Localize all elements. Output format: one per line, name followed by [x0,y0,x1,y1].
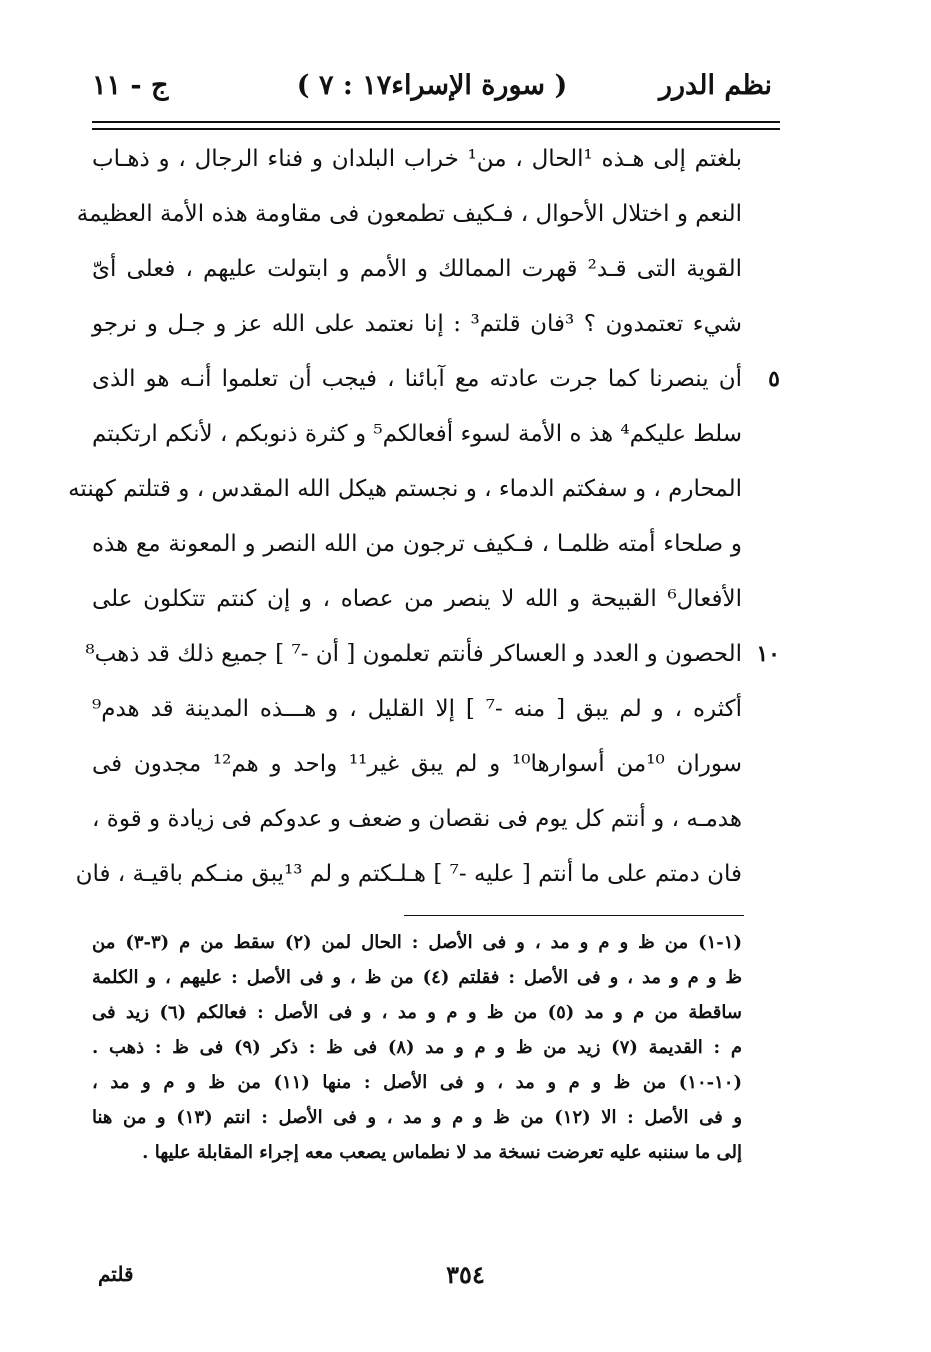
text-line: فان دمتم على ما أنتم [ عليه -⁷ ] هـلـكتم و لم ¹³يبق منـكم باقيـة ، فان [75,861,742,887]
text-line-with-number [85,627,780,682]
text-line-content: الحصون و العدد و العساكر فأنتم تعلمون [ أن -⁷ ] جميع ذلك قد ذهب⁸ [85,641,742,667]
footnote-line: (١٠-١٠) من ظ و م و مد ، و فى الأصل : منها (١١) من ظ و م و مد ، [92,1072,742,1093]
surah-reference: ( سورة الإسراء١٧ : ٧ ) [296,70,568,101]
book-title: نظم الدرر [658,70,772,101]
footnote-line: إلى ما سننبه عليه تعرضت نسخة مد لا نطماس يصعب معه إجراء المقابلة عليها . [142,1142,742,1163]
footnote-line: م : القديمة (٧) زيد من ظ و م و مد (٨) فى ظ : ذكر (٩) فى ظ : ذهب . [92,1037,742,1058]
text-line: سوران ¹⁰من أسوارها¹⁰ و لم يبق غير¹¹ واحد و هم¹² مجدون فى [92,751,742,777]
volume-number: ج - ١١ [92,70,169,101]
running-header [92,62,772,112]
text-line: شيء تعتمدون ؟ ³فان قلتم³ : إنا نعتمد على الله عز و جـل و نرجو [92,311,743,337]
line-number-5: ٥ [768,366,780,392]
footnote-separator [404,915,744,916]
header-double-rule [92,121,780,130]
text-line: المحارم ، و سفكتم الدماء ، و نجستم هيكل الله المقدس ، و قتلتم كهنته [68,476,742,502]
text-line: هدمـه ، و أنتم كل يوم فى نقصان و ضعف و عدوكم فى زيادة و قوة ، [92,806,742,832]
text-line: الأفعال⁶ القبيحة و الله لا ينصر من عصاه ، و إن كنتم تتكلون على [92,586,742,612]
main-text [68,132,780,902]
text-line: سلط عليكم⁴ هذ ه الأمة لسوء أفعالكم⁵ و كثرة ذنوبكم ، لأنكم ارتكبتم [92,421,742,447]
page-number: ٣٥٤ [446,1260,485,1289]
catchword: قلتم [98,1262,134,1286]
text-line: و صلحاء أمته ظلمـا ، فـكيف ترجون من الله النصر و المعونة مع هذه [92,531,742,557]
text-line: أكثره ، و لم يبق [ منه -⁷ ] إلا القليل ، و هـــذه المدينة قد هدم⁹ [92,696,742,722]
footnote-line: ظ و م و مد ، و فى الأصل : فقلتم (٤) من ظ ، و فى الأصل : عليهم ، و الكلمة [92,967,743,988]
footnote-line: (١-١) من ظ و م و مد ، و فى الأصل : الحال لمن (٢) سقط من م (٣-٣) من [92,932,742,953]
text-line: بلغتم إلى هـذه ¹الحال ، من¹ خراب البلدان و فناء الرجال ، و ذهـاب [92,146,742,172]
text-line: القوية التى قـد² قهرت الممالك و الأمم و ابتولت عليهم ، فعلى أىّ [92,256,742,282]
text-line: النعم و اختلال الأحوال ، فـكيف تطمعون فى مقاومة هذه الأمة العظيمة [76,201,742,227]
footnote-line: ساقطة من م و مد (٥) من ظ و م و مد ، و فى الأصل : فعالكم (٦) زيد فى [92,1002,742,1023]
text-line-content: أن ينصرنا كما جرت عادته مع آبائنا ، فيجب أن تعلموا أنـه هو الذى [92,366,742,392]
footnotes [92,925,742,1170]
footnote-line: و فى الأصل : الا (١٢) من ظ و م و مد ، و فى الأصل : انتم (١٣) و من هنا [92,1107,743,1128]
line-number-10: ١٠ [756,641,780,667]
text-line-with-number [92,352,780,407]
